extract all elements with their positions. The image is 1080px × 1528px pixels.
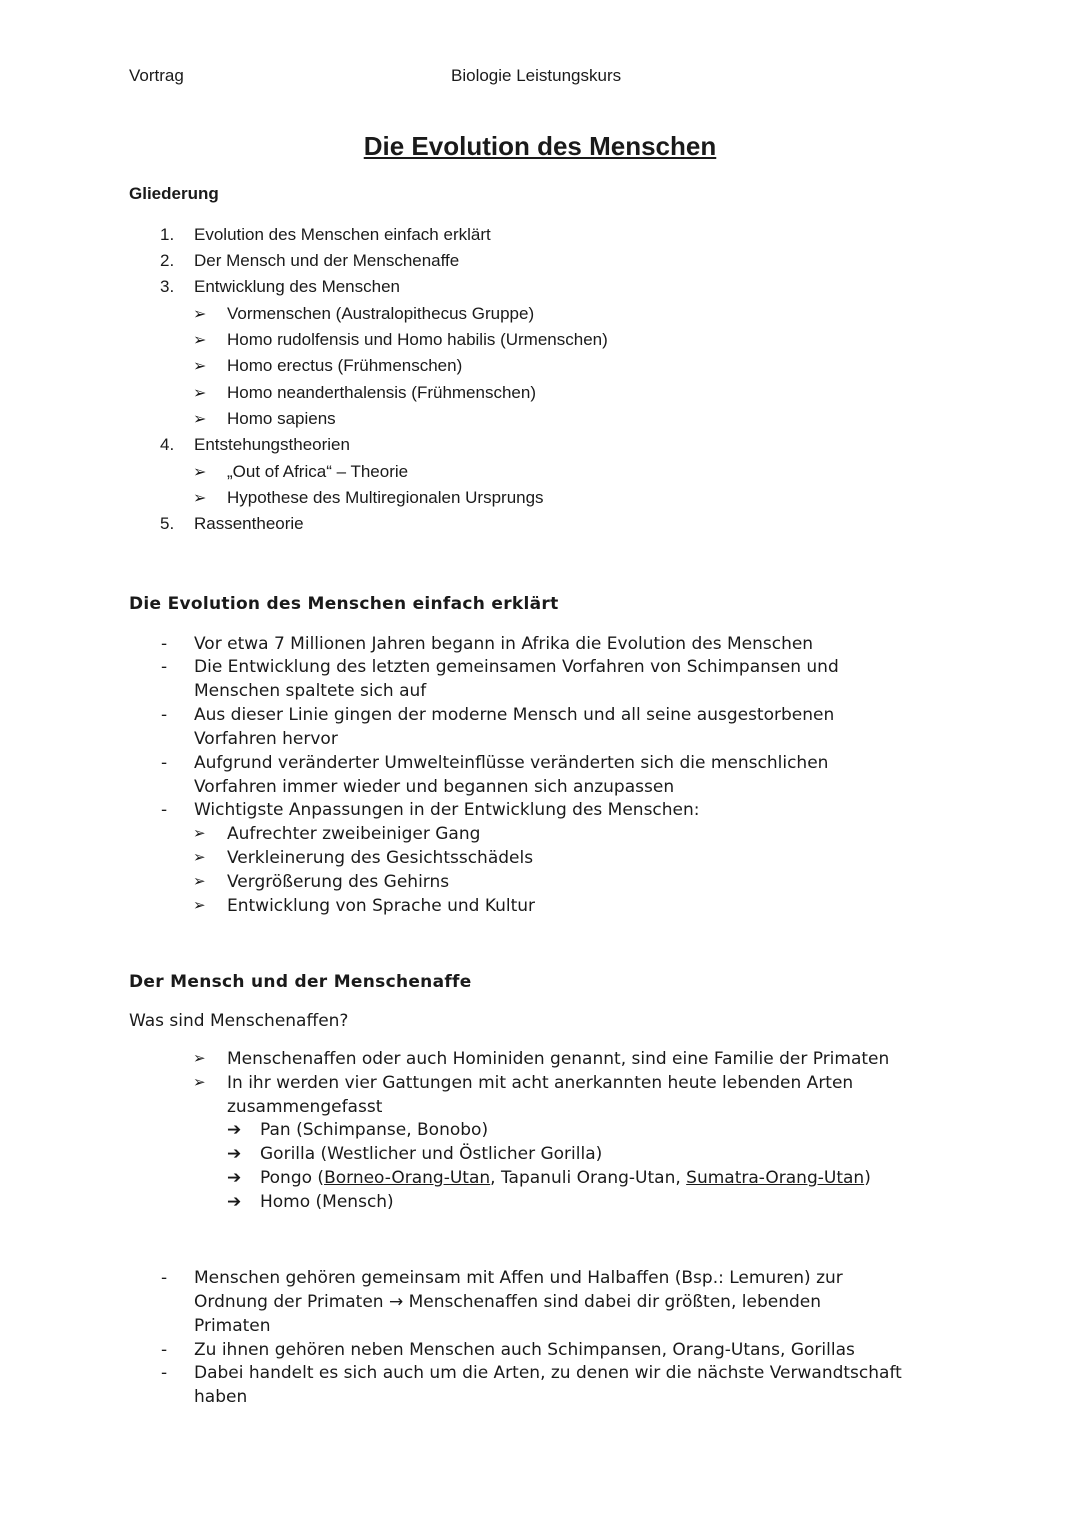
- dash-bullet: -: [161, 1363, 168, 1383]
- bullet-text-continued: Menschen spaltete sich auf: [194, 681, 427, 701]
- outline-number: 5.: [160, 514, 175, 533]
- outline-item: Evolution des Menschen einfach erklärt: [194, 225, 491, 244]
- genus-item: Gorilla (Westlicher und Östlicher Gorilla): [260, 1144, 603, 1164]
- outline-subitem: Homo rudolfensis und Homo habilis (Urmenschen): [227, 330, 608, 349]
- outline-subitem: Vormenschen (Australopithecus Gruppe): [227, 304, 535, 323]
- adaptation-item: Entwicklung von Sprache und Kultur: [227, 896, 536, 916]
- dash-bullet: -: [161, 705, 168, 725]
- dash-bullet: -: [161, 800, 168, 820]
- outline-item: Entstehungstheorien: [194, 435, 350, 454]
- point-text: Menschenaffen oder auch Hominiden genannt, sind eine Familie der Primaten: [227, 1049, 890, 1069]
- outline-heading: Gliederung: [129, 184, 219, 203]
- arrowhead-bullet-icon: ➢: [193, 848, 206, 866]
- pongo-middle: , Tapanuli Orang-Utan,: [490, 1168, 687, 1188]
- arrowhead-bullet-icon: ➢: [193, 330, 207, 349]
- arrowhead-bullet-icon: ➢: [193, 356, 207, 375]
- bullet-text: Menschen gehören gemeinsam mit Affen und Halbaffen (Bsp.: Lemuren) zur: [194, 1268, 843, 1288]
- section-heading-evolution: Die Evolution des Menschen einfach erklärt: [129, 594, 559, 614]
- outline-item: Entwicklung des Menschen: [194, 277, 401, 296]
- bold-arrow-icon: ➔: [227, 1144, 242, 1164]
- arrowhead-bullet-icon: ➢: [193, 488, 207, 507]
- dash-bullet: -: [161, 1268, 168, 1288]
- dash-bullet: -: [161, 634, 168, 654]
- arrowhead-bullet-icon: ➢: [193, 409, 207, 428]
- outline-subitem: Hypothese des Multiregionalen Ursprungs: [227, 488, 544, 507]
- section-heading-menschenaffe: Der Mensch und der Menschenaffe: [129, 972, 472, 992]
- dash-bullet: -: [161, 657, 168, 677]
- adaptation-item: Aufrechter zweibeiniger Gang: [227, 824, 481, 844]
- outline-number: 1.: [160, 225, 175, 244]
- outline-number: 4.: [160, 435, 175, 454]
- point-text-continued: zusammengefasst: [227, 1097, 383, 1117]
- header-center: Biologie Leistungskurs: [451, 66, 622, 85]
- bullet-text-continued: Vorfahren hervor: [194, 729, 338, 749]
- arrowhead-bullet-icon: ➢: [193, 383, 207, 402]
- dash-bullet: -: [161, 1340, 168, 1360]
- arrowhead-bullet-icon: ➢: [193, 1049, 206, 1067]
- bullet-text-continued: Vorfahren immer wieder und begannen sich anzupassen: [194, 777, 675, 797]
- bold-arrow-icon: ➔: [227, 1192, 242, 1212]
- arrowhead-bullet-icon: ➢: [193, 896, 206, 914]
- genus-item-pongo: [260, 1168, 871, 1188]
- arrowhead-bullet-icon: ➢: [193, 872, 206, 890]
- sumatra-orang-utan-link[interactable]: Sumatra-Orang-Utan: [686, 1168, 865, 1188]
- bullet-text: Zu ihnen gehören neben Menschen auch Schimpansen, Orang-Utans, Gorillas: [194, 1340, 855, 1360]
- outline-subitem: „Out of Africa“ – Theorie: [227, 462, 409, 481]
- outline-number: 3.: [160, 277, 175, 296]
- adaptation-item: Vergrößerung des Gehirns: [227, 872, 450, 892]
- arrowhead-bullet-icon: ➢: [193, 304, 207, 323]
- bold-arrow-icon: ➔: [227, 1120, 242, 1140]
- dash-bullet: -: [161, 753, 168, 773]
- page-title: Die Evolution des Menschen: [363, 131, 717, 161]
- outline-subitem: Homo sapiens: [227, 409, 336, 428]
- header-left: Vortrag: [129, 66, 184, 85]
- borneo-orang-utan-link[interactable]: Borneo-Orang-Utan: [324, 1168, 491, 1188]
- bullet-text-continued: Ordnung der Primaten → Menschenaffen sind dabei dir größten, lebenden: [194, 1292, 821, 1312]
- outline-subitem: Homo neanderthalensis (Frühmenschen): [227, 383, 536, 402]
- bullet-text: Vor etwa 7 Millionen Jahren begann in Afrika die Evolution des Menschen: [194, 634, 814, 654]
- bullet-text-continued: haben: [194, 1387, 248, 1407]
- outline-item: Rassentheorie: [194, 514, 304, 533]
- genus-item: Homo (Mensch): [260, 1192, 394, 1212]
- bullet-text: Wichtigste Anpassungen in der Entwicklung des Menschen:: [194, 800, 700, 820]
- bullet-text-continued: Primaten: [194, 1316, 271, 1336]
- bold-arrow-icon: ➔: [227, 1168, 242, 1188]
- outline-number: 2.: [160, 251, 175, 270]
- point-text: In ihr werden vier Gattungen mit acht anerkannten heute lebenden Arten: [227, 1073, 854, 1093]
- genus-item: Pan (Schimpanse, Bonobo): [260, 1120, 489, 1140]
- bullet-text: Aufgrund veränderter Umwelteinflüsse veränderten sich die menschlichen: [194, 753, 829, 773]
- pongo-suffix: ): [864, 1168, 871, 1188]
- bullet-text: Dabei handelt es sich auch um die Arten, zu denen wir die nächste Verwandtschaft: [194, 1363, 902, 1383]
- question-text: Was sind Menschenaffen?: [129, 1011, 349, 1031]
- arrowhead-bullet-icon: ➢: [193, 824, 206, 842]
- arrowhead-bullet-icon: ➢: [193, 462, 207, 481]
- pongo-prefix: Pongo (: [260, 1168, 325, 1188]
- outline-subitem: Homo erectus (Frühmenschen): [227, 356, 463, 375]
- outline-item: Der Mensch und der Menschenaffe: [194, 251, 460, 270]
- bullet-text: Die Entwicklung des letzten gemeinsamen Vorfahren von Schimpansen und: [194, 657, 839, 677]
- adaptation-item: Verkleinerung des Gesichtsschädels: [227, 848, 534, 868]
- arrowhead-bullet-icon: ➢: [193, 1073, 206, 1091]
- bullet-text: Aus dieser Linie gingen der moderne Mensch und all seine ausgestorbenen: [194, 705, 835, 725]
